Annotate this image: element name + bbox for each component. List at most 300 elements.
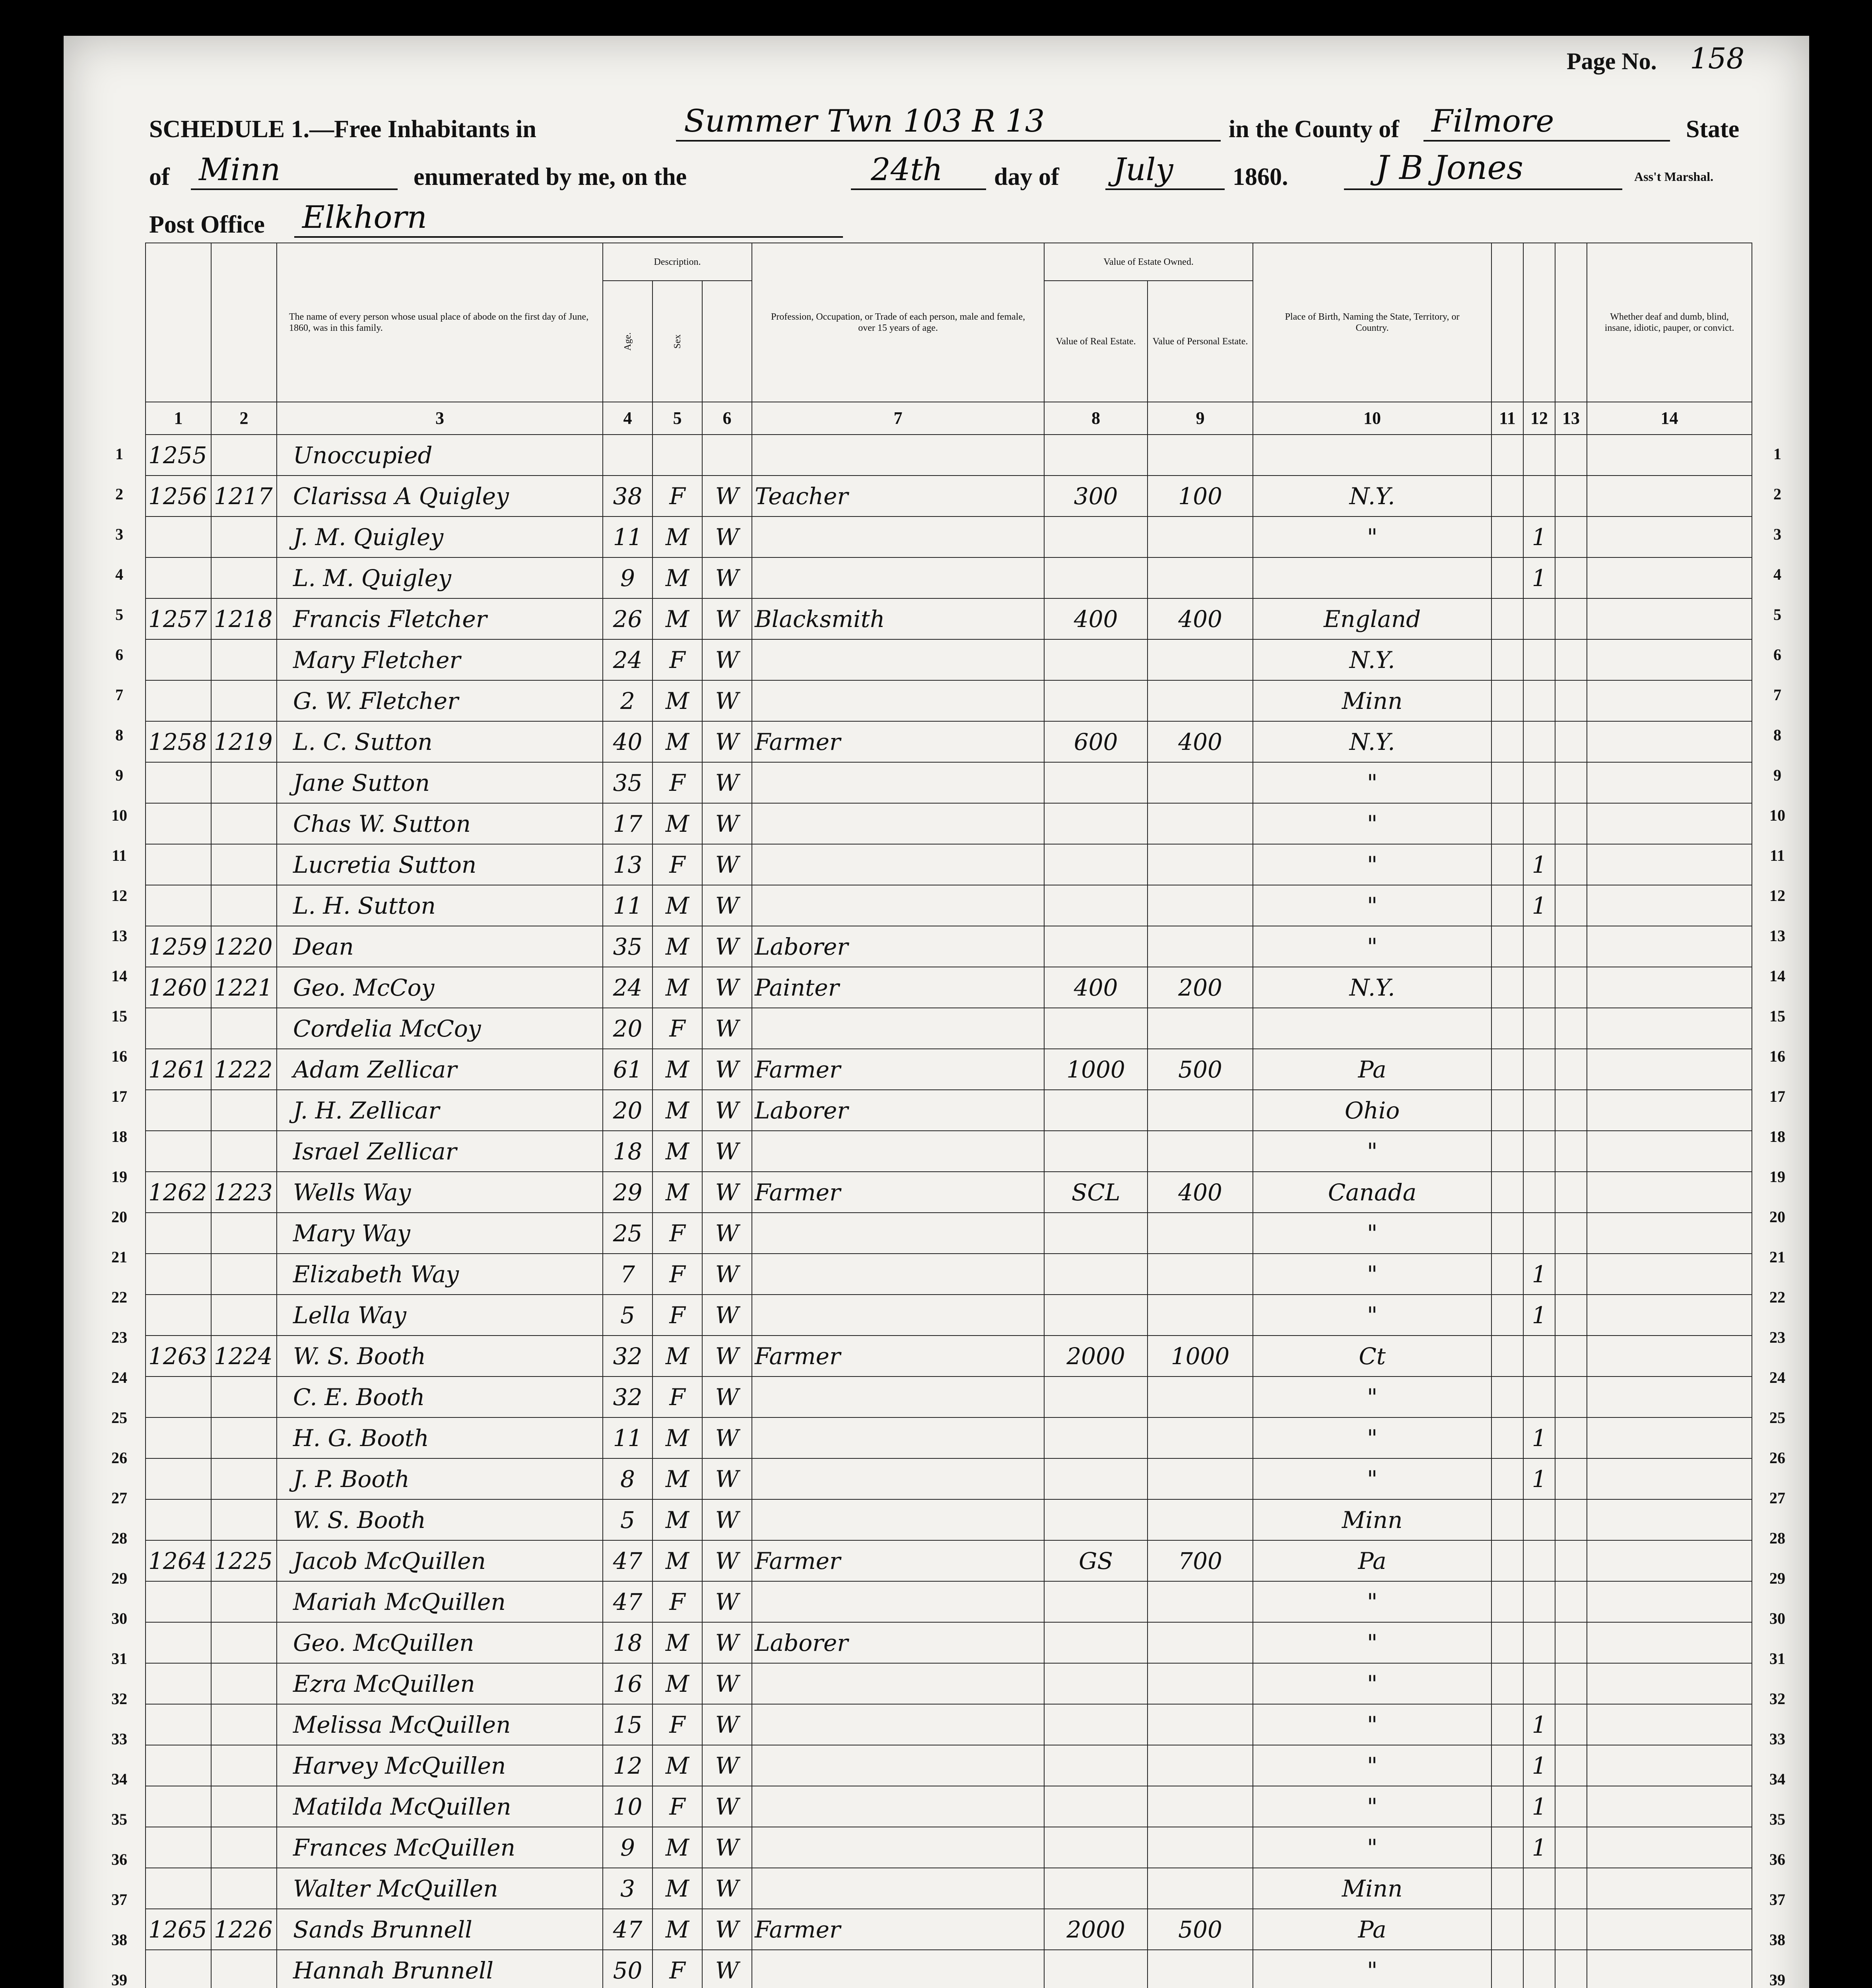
personal-estate-value xyxy=(1148,1376,1253,1417)
family-number xyxy=(211,1131,277,1172)
line-number: 36 xyxy=(111,1850,127,1868)
line-number: 14 xyxy=(1769,967,1785,985)
birthplace: Minn xyxy=(1253,1499,1491,1540)
illiterate-mark xyxy=(1555,1049,1587,1090)
person-name: Jane Sutton xyxy=(277,762,603,803)
person-sex: F xyxy=(652,1008,702,1049)
birthplace: England xyxy=(1253,598,1491,639)
person-occupation xyxy=(752,639,1044,680)
illiterate-mark xyxy=(1555,476,1587,516)
dwelling-number: 1262 xyxy=(146,1172,211,1213)
married-mark xyxy=(1491,1213,1523,1254)
col-age-header: Age. xyxy=(603,281,652,402)
person-color: W xyxy=(702,1499,752,1540)
person-color: W xyxy=(702,1868,752,1909)
line-number: 25 xyxy=(1769,1409,1785,1427)
personal-estate-value xyxy=(1148,1458,1253,1499)
birthplace: Ct xyxy=(1253,1336,1491,1376)
person-color: W xyxy=(702,1745,752,1786)
disability-note xyxy=(1587,1827,1752,1868)
person-color: W xyxy=(702,1581,752,1622)
dwelling-number: 1259 xyxy=(146,926,211,967)
real-estate-value xyxy=(1044,1499,1148,1540)
family-number xyxy=(211,1868,277,1909)
person-age: 9 xyxy=(603,557,652,598)
col-color-header xyxy=(702,281,752,402)
birthplace: Pa xyxy=(1253,1909,1491,1950)
birthplace: " xyxy=(1253,1663,1491,1704)
person-occupation xyxy=(752,1663,1044,1704)
illiterate-mark xyxy=(1555,1458,1587,1499)
person-occupation: Painter xyxy=(752,967,1044,1008)
school-mark xyxy=(1523,1376,1555,1417)
illiterate-mark xyxy=(1555,1581,1587,1622)
illiterate-mark xyxy=(1555,1213,1587,1254)
dwelling-number xyxy=(146,885,211,926)
column-number: 9 xyxy=(1148,402,1253,435)
person-occupation xyxy=(752,1376,1044,1417)
person-name: Mary Way xyxy=(277,1213,603,1254)
family-number xyxy=(211,1622,277,1663)
person-age: 29 xyxy=(603,1172,652,1213)
illiterate-mark xyxy=(1555,926,1587,967)
person-occupation: Teacher xyxy=(752,476,1044,516)
person-occupation xyxy=(752,1581,1044,1622)
person-color: W xyxy=(702,1663,752,1704)
person-sex: M xyxy=(652,598,702,639)
real-estate-value xyxy=(1044,1581,1148,1622)
personal-estate-value xyxy=(1148,885,1253,926)
person-color: W xyxy=(702,1090,752,1131)
table-row xyxy=(146,1786,1752,1827)
col-family-header xyxy=(211,243,277,402)
line-number: 19 xyxy=(111,1168,127,1186)
person-color: W xyxy=(702,926,752,967)
family-number xyxy=(211,1950,277,1988)
family-number xyxy=(211,1458,277,1499)
person-color: W xyxy=(702,1049,752,1090)
column-number-row xyxy=(146,402,1752,435)
line-number: 10 xyxy=(1769,806,1785,824)
line-number: 24 xyxy=(111,1369,127,1386)
line-number: 12 xyxy=(111,887,127,905)
disability-note xyxy=(1587,1704,1752,1745)
person-name: Cordelia McCoy xyxy=(277,1008,603,1049)
person-age: 61 xyxy=(603,1049,652,1090)
school-mark xyxy=(1523,1622,1555,1663)
real-estate-value xyxy=(1044,1254,1148,1295)
line-number: 14 xyxy=(111,967,127,985)
person-age: 35 xyxy=(603,762,652,803)
line-number: 22 xyxy=(111,1288,127,1306)
family-number xyxy=(211,1499,277,1540)
person-occupation: Farmer xyxy=(752,721,1044,762)
real-estate-value xyxy=(1044,557,1148,598)
line-number: 11 xyxy=(112,846,127,864)
school-mark: 1 xyxy=(1523,1786,1555,1827)
line-number: 3 xyxy=(115,525,123,543)
person-occupation xyxy=(752,844,1044,885)
line-number: 34 xyxy=(111,1770,127,1788)
person-occupation xyxy=(752,1458,1044,1499)
line-number: 15 xyxy=(111,1007,127,1025)
real-estate-value: 2000 xyxy=(1044,1909,1148,1950)
illiterate-mark xyxy=(1555,1745,1587,1786)
person-occupation xyxy=(752,1008,1044,1049)
person-name: G. W. Fletcher xyxy=(277,680,603,721)
dwelling-number xyxy=(146,1499,211,1540)
school-mark xyxy=(1523,1090,1555,1131)
person-age: 2 xyxy=(603,680,652,721)
column-number: 4 xyxy=(603,402,652,435)
illiterate-mark xyxy=(1555,803,1587,844)
table-row xyxy=(146,1458,1752,1499)
line-number: 26 xyxy=(1769,1449,1785,1467)
column-number: 7 xyxy=(752,402,1044,435)
married-mark xyxy=(1491,1499,1523,1540)
disability-note xyxy=(1587,476,1752,516)
line-number: 27 xyxy=(111,1489,127,1507)
table-row xyxy=(146,1663,1752,1704)
dwelling-number xyxy=(146,1868,211,1909)
school-mark xyxy=(1523,803,1555,844)
person-sex: F xyxy=(652,476,702,516)
family-number xyxy=(211,639,277,680)
personal-estate-value xyxy=(1148,1950,1253,1988)
real-estate-value xyxy=(1044,844,1148,885)
line-number: 35 xyxy=(111,1810,127,1828)
table-row xyxy=(146,1868,1752,1909)
dwelling-number xyxy=(146,1827,211,1868)
person-sex: M xyxy=(652,1090,702,1131)
school-mark xyxy=(1523,1499,1555,1540)
personal-estate-value xyxy=(1148,1786,1253,1827)
disability-note xyxy=(1587,1376,1752,1417)
school-mark xyxy=(1523,1049,1555,1090)
line-number: 29 xyxy=(111,1569,127,1587)
person-occupation xyxy=(752,762,1044,803)
line-number: 3 xyxy=(1773,525,1781,543)
person-occupation xyxy=(752,1827,1044,1868)
school-mark xyxy=(1523,1008,1555,1049)
person-name: Jacob McQuillen xyxy=(277,1540,603,1581)
person-sex: M xyxy=(652,1499,702,1540)
family-number xyxy=(211,1254,277,1295)
person-name: W. S. Booth xyxy=(277,1336,603,1376)
post-office-label: Post Office xyxy=(149,211,265,238)
line-number: 16 xyxy=(111,1047,127,1065)
person-age: 18 xyxy=(603,1622,652,1663)
disability-note xyxy=(1587,721,1752,762)
col-birthplace-header: Place of Birth, Naming the State, Territory, or Country. xyxy=(1253,243,1491,402)
line-number: 38 xyxy=(111,1931,127,1949)
column-number: 5 xyxy=(652,402,702,435)
school-mark: 1 xyxy=(1523,1295,1555,1336)
married-mark xyxy=(1491,1090,1523,1131)
disability-note xyxy=(1587,1417,1752,1458)
person-age: 18 xyxy=(603,1131,652,1172)
personal-estate-value xyxy=(1148,762,1253,803)
real-estate-value: 400 xyxy=(1044,967,1148,1008)
family-number: 1225 xyxy=(211,1540,277,1581)
dwelling-number xyxy=(146,557,211,598)
school-mark: 1 xyxy=(1523,1417,1555,1458)
person-sex: M xyxy=(652,557,702,598)
table-row xyxy=(146,516,1752,557)
line-number: 33 xyxy=(1769,1730,1785,1748)
line-number: 8 xyxy=(115,726,123,744)
real-estate-value xyxy=(1044,762,1148,803)
personal-estate-value: 400 xyxy=(1148,1172,1253,1213)
person-age: 17 xyxy=(603,803,652,844)
birthplace: N.Y. xyxy=(1253,639,1491,680)
illiterate-mark xyxy=(1555,1499,1587,1540)
person-name: Melissa McQuillen xyxy=(277,1704,603,1745)
table-row xyxy=(146,1254,1752,1295)
family-number xyxy=(211,1213,277,1254)
person-color: W xyxy=(702,1704,752,1745)
birthplace: " xyxy=(1253,1131,1491,1172)
table-row xyxy=(146,926,1752,967)
family-number xyxy=(211,516,277,557)
school-mark xyxy=(1523,1131,1555,1172)
school-mark xyxy=(1523,1909,1555,1950)
birthplace: N.Y. xyxy=(1253,721,1491,762)
married-mark xyxy=(1491,516,1523,557)
col-occupation-header: Profession, Occupation, or Trade of each person, male and female, over 15 years of age. xyxy=(752,243,1044,402)
person-age: 35 xyxy=(603,926,652,967)
illiterate-mark xyxy=(1555,967,1587,1008)
col-dwelling-header xyxy=(146,243,211,402)
line-number: 29 xyxy=(1769,1569,1785,1587)
family-number xyxy=(211,1417,277,1458)
real-estate-value xyxy=(1044,680,1148,721)
family-number xyxy=(211,435,277,476)
person-age: 9 xyxy=(603,1827,652,1868)
line-number: 22 xyxy=(1769,1288,1785,1306)
family-number xyxy=(211,1827,277,1868)
person-occupation xyxy=(752,1499,1044,1540)
line-number: 13 xyxy=(1769,927,1785,945)
personal-estate-value xyxy=(1148,1090,1253,1131)
line-number: 19 xyxy=(1769,1168,1785,1186)
line-number: 38 xyxy=(1769,1931,1785,1949)
disability-note xyxy=(1587,1581,1752,1622)
personal-estate-value xyxy=(1148,1868,1253,1909)
school-mark xyxy=(1523,1581,1555,1622)
married-mark xyxy=(1491,680,1523,721)
enumerated-label: enumerated by me, on the xyxy=(414,163,687,190)
person-sex: M xyxy=(652,885,702,926)
school-mark: 1 xyxy=(1523,844,1555,885)
married-mark xyxy=(1491,639,1523,680)
married-mark xyxy=(1491,1909,1523,1950)
birthplace: Pa xyxy=(1253,1540,1491,1581)
dwelling-number: 1260 xyxy=(146,967,211,1008)
school-mark: 1 xyxy=(1523,1458,1555,1499)
dwelling-number xyxy=(146,1704,211,1745)
illiterate-mark xyxy=(1555,1417,1587,1458)
illiterate-mark xyxy=(1555,639,1587,680)
person-occupation xyxy=(752,516,1044,557)
person-age: 26 xyxy=(603,598,652,639)
married-mark xyxy=(1491,1868,1523,1909)
married-mark xyxy=(1491,1745,1523,1786)
person-name: L. M. Quigley xyxy=(277,557,603,598)
person-occupation xyxy=(752,1745,1044,1786)
line-number: 39 xyxy=(1769,1971,1785,1988)
day-value: 24th xyxy=(871,152,943,188)
illiterate-mark xyxy=(1555,1008,1587,1049)
line-number: 37 xyxy=(111,1891,127,1908)
school-mark: 1 xyxy=(1523,1827,1555,1868)
line-number: 18 xyxy=(111,1128,127,1145)
married-mark xyxy=(1491,598,1523,639)
family-number: 1219 xyxy=(211,721,277,762)
person-color: W xyxy=(702,680,752,721)
personal-estate-value xyxy=(1148,639,1253,680)
table-row xyxy=(146,557,1752,598)
personal-estate-value xyxy=(1148,1663,1253,1704)
line-number: 13 xyxy=(111,927,127,945)
personal-estate-value: 400 xyxy=(1148,598,1253,639)
school-mark xyxy=(1523,598,1555,639)
person-age: 10 xyxy=(603,1786,652,1827)
person-color: W xyxy=(702,1458,752,1499)
real-estate-value xyxy=(1044,639,1148,680)
person-sex: F xyxy=(652,639,702,680)
school-mark xyxy=(1523,435,1555,476)
table-row xyxy=(146,1704,1752,1745)
person-occupation xyxy=(752,1868,1044,1909)
real-estate-value xyxy=(1044,885,1148,926)
township-value: Summer Twn 103 R 13 xyxy=(684,103,1045,139)
table-row xyxy=(146,1745,1752,1786)
column-number: 12 xyxy=(1523,402,1555,435)
line-number: 5 xyxy=(1773,606,1781,623)
line-number: 39 xyxy=(111,1971,127,1988)
person-color: W xyxy=(702,476,752,516)
person-sex: F xyxy=(652,1295,702,1336)
personal-estate-value xyxy=(1148,1622,1253,1663)
married-mark xyxy=(1491,1581,1523,1622)
married-mark xyxy=(1491,1295,1523,1336)
line-number: 30 xyxy=(1769,1609,1785,1627)
personal-estate-value xyxy=(1148,435,1253,476)
person-name: Lella Way xyxy=(277,1295,603,1336)
day-of-label: day of xyxy=(994,163,1059,190)
table-row xyxy=(146,1909,1752,1950)
table-row xyxy=(146,1376,1752,1417)
illiterate-mark xyxy=(1555,1827,1587,1868)
illiterate-mark xyxy=(1555,1663,1587,1704)
illiterate-mark xyxy=(1555,1131,1587,1172)
person-sex: F xyxy=(652,1254,702,1295)
family-number: 1221 xyxy=(211,967,277,1008)
disability-note xyxy=(1587,1745,1752,1786)
illiterate-mark xyxy=(1555,1704,1587,1745)
birthplace: Canada xyxy=(1253,1172,1491,1213)
dwelling-number: 1261 xyxy=(146,1049,211,1090)
disability-note xyxy=(1587,639,1752,680)
person-sex: M xyxy=(652,1868,702,1909)
col-illiterate-header xyxy=(1555,243,1587,402)
table-row xyxy=(146,721,1752,762)
person-sex: M xyxy=(652,680,702,721)
person-sex: M xyxy=(652,516,702,557)
personal-estate-value xyxy=(1148,1417,1253,1458)
married-mark xyxy=(1491,1131,1523,1172)
family-number: 1223 xyxy=(211,1172,277,1213)
birthplace: " xyxy=(1253,762,1491,803)
table-row xyxy=(146,1131,1752,1172)
person-sex: M xyxy=(652,1827,702,1868)
person-occupation xyxy=(752,557,1044,598)
disability-note xyxy=(1587,885,1752,926)
real-estate-value: 400 xyxy=(1044,598,1148,639)
table-row xyxy=(146,1295,1752,1336)
person-age: 20 xyxy=(603,1008,652,1049)
line-number: 10 xyxy=(111,806,127,824)
school-mark xyxy=(1523,721,1555,762)
real-estate-value xyxy=(1044,1213,1148,1254)
school-mark xyxy=(1523,1540,1555,1581)
person-sex: F xyxy=(652,1213,702,1254)
disability-note xyxy=(1587,1090,1752,1131)
table-row xyxy=(146,1622,1752,1663)
school-mark xyxy=(1523,926,1555,967)
line-number: 21 xyxy=(1769,1248,1785,1266)
disability-note xyxy=(1587,1458,1752,1499)
table-row xyxy=(146,1581,1752,1622)
birthplace: N.Y. xyxy=(1253,476,1491,516)
family-number xyxy=(211,1008,277,1049)
married-mark xyxy=(1491,1254,1523,1295)
real-estate-value: 300 xyxy=(1044,476,1148,516)
birthplace: " xyxy=(1253,1581,1491,1622)
person-name: Adam Zellicar xyxy=(277,1049,603,1090)
birthplace: " xyxy=(1253,1376,1491,1417)
person-name: Ezra McQuillen xyxy=(277,1663,603,1704)
birthplace: " xyxy=(1253,1458,1491,1499)
disability-note xyxy=(1587,1008,1752,1049)
line-number: 37 xyxy=(1769,1891,1785,1908)
school-mark: 1 xyxy=(1523,1745,1555,1786)
person-age: 5 xyxy=(603,1499,652,1540)
disability-note xyxy=(1587,967,1752,1008)
person-age: 8 xyxy=(603,1458,652,1499)
illiterate-mark xyxy=(1555,1786,1587,1827)
school-mark xyxy=(1523,762,1555,803)
person-sex: F xyxy=(652,762,702,803)
person-color: W xyxy=(702,885,752,926)
person-age: 24 xyxy=(603,639,652,680)
person-occupation xyxy=(752,435,1044,476)
personal-estate-value xyxy=(1148,1827,1253,1868)
person-occupation xyxy=(752,1950,1044,1988)
birthplace xyxy=(1253,435,1491,476)
birthplace: Minn xyxy=(1253,680,1491,721)
birthplace: " xyxy=(1253,1295,1491,1336)
line-number: 23 xyxy=(111,1328,127,1346)
table-row xyxy=(146,1950,1752,1988)
birthplace: Ohio xyxy=(1253,1090,1491,1131)
table-row xyxy=(146,435,1752,476)
person-sex: M xyxy=(652,1417,702,1458)
real-estate-value xyxy=(1044,1704,1148,1745)
real-estate-value xyxy=(1044,1868,1148,1909)
person-occupation xyxy=(752,803,1044,844)
